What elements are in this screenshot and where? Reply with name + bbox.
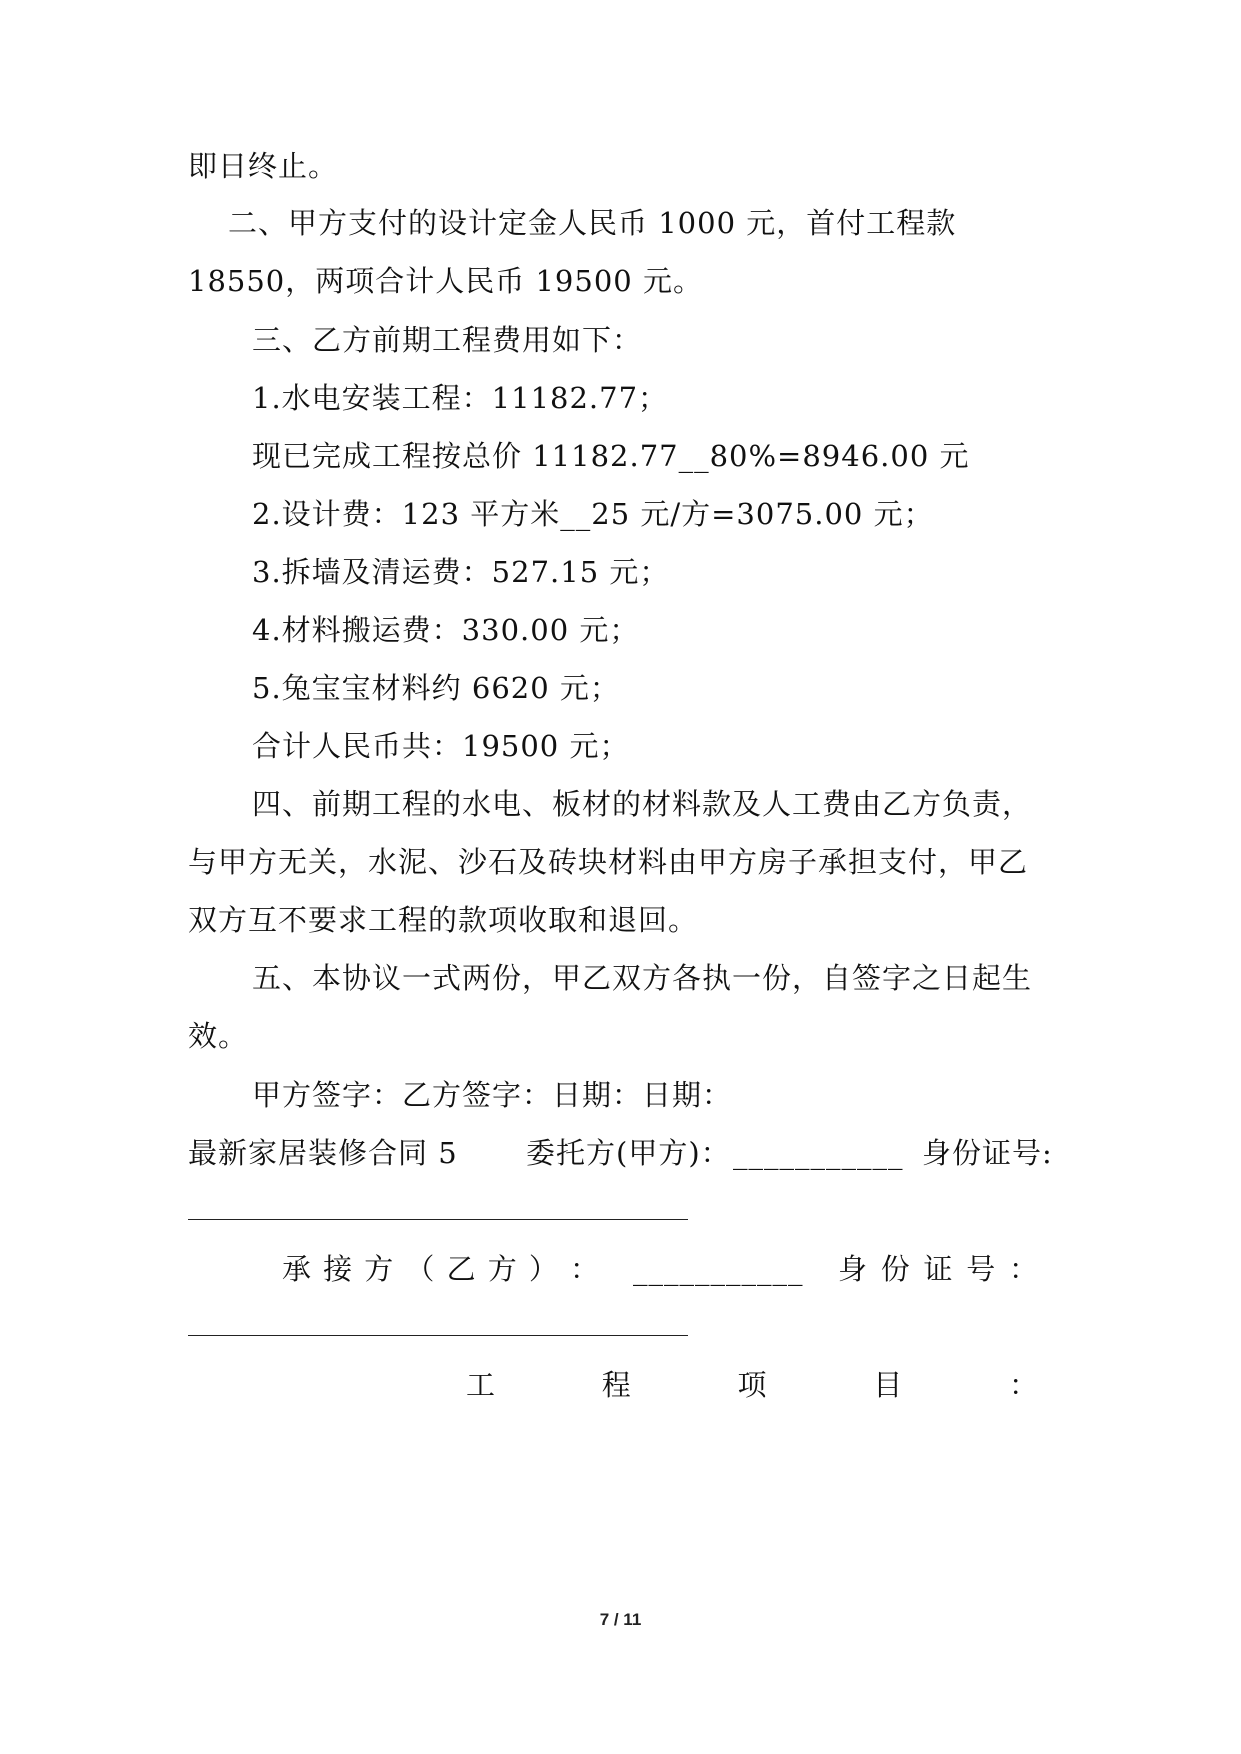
fee-total: 合计人民币共：19500 元； xyxy=(252,729,630,763)
id-label-1: 身份证号: xyxy=(922,1136,1053,1170)
contractor-char: ： xyxy=(569,1252,599,1286)
contractor-char: 承 xyxy=(282,1252,312,1286)
fee-item-3: 3.拆墙及清运费：527.15 元； xyxy=(252,555,670,589)
contractor-blank: ___________ xyxy=(633,1252,804,1286)
contractor-label xyxy=(282,1249,599,1289)
client-label: 委托方(甲方)： xyxy=(526,1136,731,1170)
fee-item-4: 4.材料搬运费：330.00 元； xyxy=(252,613,640,647)
project-char: 目 xyxy=(873,1368,903,1402)
fee-item-5: 5.兔宝宝材料约 6620 元； xyxy=(252,671,620,705)
fee-item-1-detail: 现已完成工程按总价 11182.77__80%=8946.00 元 xyxy=(252,439,970,473)
contractor-id-blank-line xyxy=(188,1335,688,1336)
clause-two-line-1: 二、甲方支付的设计定金人民币 1000 元，首付工程款 xyxy=(228,206,957,240)
id-label-char: 号 xyxy=(966,1252,996,1286)
project-char: ： xyxy=(1008,1368,1038,1402)
clause-three-heading: 三、乙方前期工程费用如下： xyxy=(252,323,643,357)
contractor-char: 方 xyxy=(487,1252,517,1286)
project-char: 程 xyxy=(601,1368,631,1402)
contractor-char: 方 xyxy=(364,1252,394,1286)
fee-item-1: 1.水电安装工程：11182.77； xyxy=(252,381,669,415)
page-number: 7 / 11 xyxy=(599,1610,642,1629)
signature-line: 甲方签字：乙方签字：日期：日期： xyxy=(252,1078,733,1112)
id-label-2 xyxy=(838,1249,1038,1289)
clause-two-line-2: 18550，两项合计人民币 19500 元。 xyxy=(188,264,703,298)
contractor-char: 乙 xyxy=(446,1252,476,1286)
contract-heading: 最新家居装修合同 5 xyxy=(188,1136,458,1170)
text-line-1: 即日终止。 xyxy=(188,149,339,183)
client-blank: ___________ xyxy=(733,1136,904,1170)
clause-five-line-2: 效。 xyxy=(188,1019,249,1053)
id-label-char: 份 xyxy=(880,1252,910,1286)
contractor-char: （ xyxy=(405,1252,435,1286)
id-label-char: ： xyxy=(1008,1252,1038,1286)
clause-five-line-1: 五、本协议一式两份，甲乙双方各执一份，自签字之日起生 xyxy=(252,961,1033,995)
id-label-char: 身 xyxy=(838,1252,868,1286)
project-label xyxy=(466,1365,1038,1405)
client-id-blank-line xyxy=(188,1219,688,1220)
clause-four-line-3: 双方互不要求工程的款项收取和退回。 xyxy=(188,903,699,937)
project-char: 项 xyxy=(737,1368,767,1402)
project-char: 工 xyxy=(466,1368,496,1402)
clause-four-line-1: 四、前期工程的水电、板材的材料款及人工费由乙方负责， xyxy=(252,787,1033,821)
clause-four-line-2: 与甲方无关，水泥、沙石及砖块材料由甲方房子承担支付，甲乙 xyxy=(188,845,1029,879)
contractor-char: 接 xyxy=(323,1252,353,1286)
contractor-char: ） xyxy=(528,1252,558,1286)
fee-item-2: 2.设计费：123 平方米__25 元/方=3075.00 元； xyxy=(252,497,934,531)
id-label-char: 证 xyxy=(923,1252,953,1286)
